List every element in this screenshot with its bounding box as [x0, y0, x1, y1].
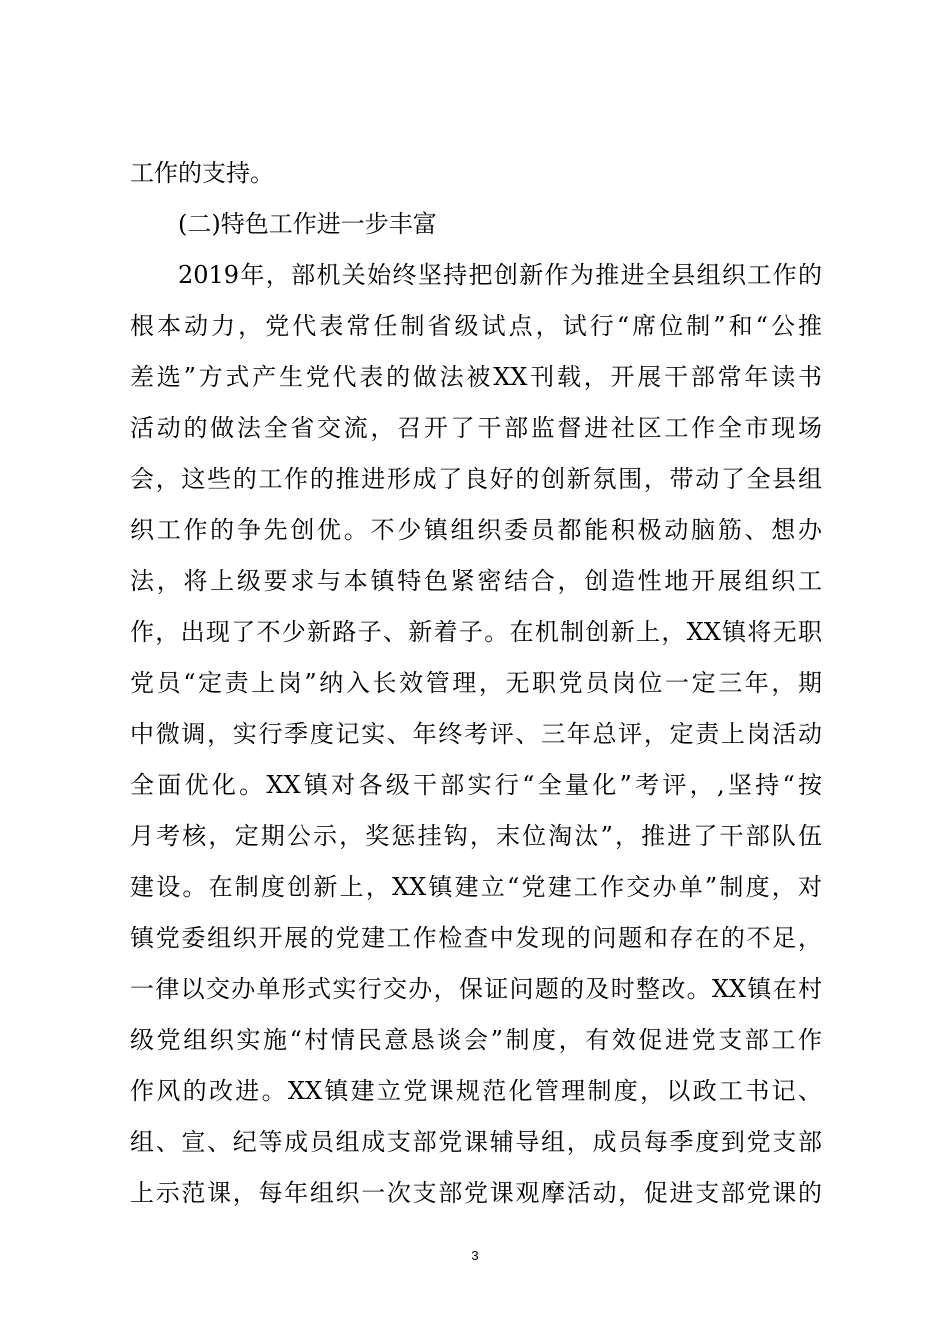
text-line-18: 级党组织实施“村情民意恳谈会”制度，有效促进党支部工作: [130, 1026, 822, 1054]
text-line-16: 镇党委组织开展的党建工作检查中发现的问题和存在的不足，: [130, 924, 822, 952]
text-line-12: 中微调，实行季度记实、年终考评、三年总评，定责上岗活动: [130, 720, 822, 748]
text-line-3: 2019年，部机关始终坚持把创新作为推进全县组织工作的: [178, 261, 822, 289]
text-line-6: 活动的做法全省交流，召开了干部监督进社区工作全市现场: [130, 414, 822, 442]
text-line-17: 一律以交办单形式实行交办，保证问题的及时整改。XX镇在村: [130, 975, 822, 1003]
text-line-7: 会，这些的工作的推进形成了良好的创新氛围，带动了全县组: [130, 465, 822, 493]
text-line-13: 全面优化。XX镇对各级干部实行“全量化”考评，,坚持“按: [130, 771, 822, 799]
text-line-5: 差选”方式产生党代表的做法被XX刊载，开展干部常年读书: [130, 363, 822, 391]
text-line-4: 根本动力，党代表常任制省级试点，试行“席位制”和“公推: [130, 312, 822, 340]
text-line-9: 法，将上级要求与本镇特色紧密结合，创造性地开展组织工: [130, 567, 822, 595]
text-line-8: 织工作的争先创优。不少镇组织委员都能积极动脑筋、想办: [130, 516, 822, 544]
page-number: 3: [471, 1248, 479, 1263]
text-line-11: 党员“定责上岗”纳入长效管理，无职党员岗位一定三年，期: [130, 669, 822, 697]
text-line-19: 作风的改进。XX镇建立党课规范化管理制度，以政工书记、: [130, 1077, 822, 1105]
text-line-20: 组、宣、纪等成员组成支部党课辅导组，成员每季度到党支部: [130, 1128, 822, 1156]
text-line-10: 作，出现了不少新路子、新着子。在机制创新上，XX镇将无职: [130, 618, 822, 646]
text-line-1: 工作的支持。: [130, 159, 274, 187]
section-heading: (二)特色工作进一步丰富: [178, 210, 437, 238]
text-line-21: 上示范课，每年组织一次支部党课观摩活动，促进支部党课的: [130, 1179, 822, 1207]
text-line-15: 建设。在制度创新上，XX镇建立“党建工作交办单”制度，对: [130, 873, 822, 901]
text-line-14: 月考核，定期公示，奖惩挂钩，末位淘汰”，推进了干部队伍: [130, 822, 822, 850]
